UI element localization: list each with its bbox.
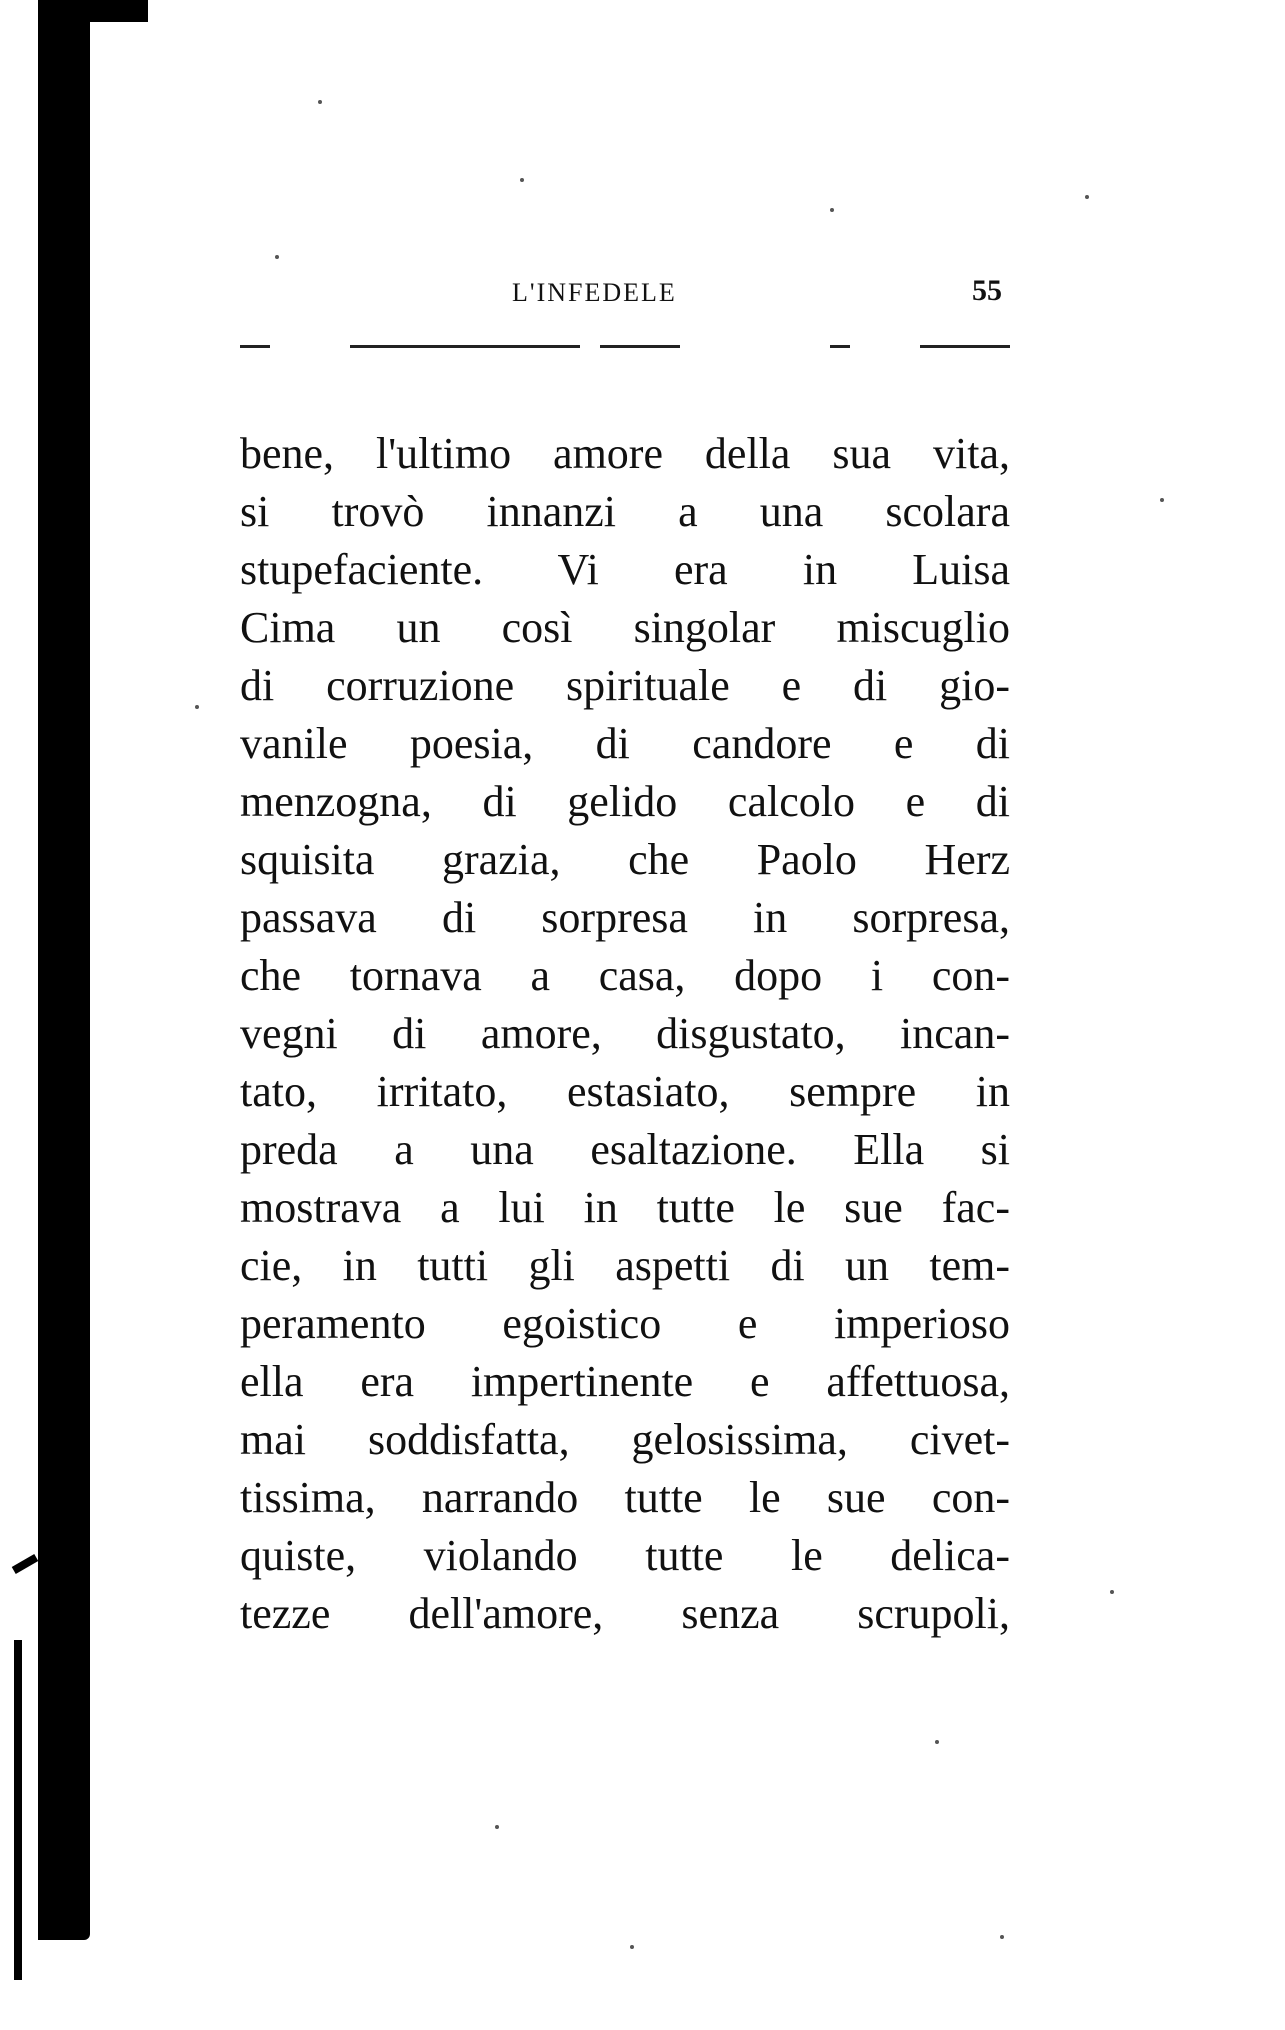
page-number: 55 bbox=[972, 274, 1002, 307]
text-line: cie, in tutti gli aspetti di un tem- bbox=[240, 1241, 1010, 1290]
text-line: vanile poesia, di candore e di bbox=[240, 719, 1010, 768]
body-text bbox=[240, 425, 1010, 1643]
scan-speck bbox=[935, 1740, 939, 1744]
text-line: tissima, narrando tutte le sue con- bbox=[240, 1473, 1010, 1522]
scan-speck bbox=[520, 178, 524, 182]
scan-speck bbox=[275, 255, 279, 259]
running-title: L'INFEDELE bbox=[512, 278, 677, 307]
text-line: stupefaciente. Vi era in Luisa bbox=[240, 545, 1010, 594]
text-line: menzogna, di gelido calcolo e di bbox=[240, 777, 1010, 826]
scan-speck bbox=[830, 208, 834, 212]
scan-speck bbox=[1000, 1935, 1004, 1939]
scan-speck bbox=[1085, 195, 1089, 199]
text-line: tato, irritato, estasiato, sempre in bbox=[240, 1067, 1010, 1116]
text-line: mostrava a lui in tutte le sue fac- bbox=[240, 1183, 1010, 1232]
text-line: che tornava a casa, dopo i con- bbox=[240, 951, 1010, 1000]
scan-speck bbox=[495, 1825, 499, 1829]
header-rule bbox=[240, 345, 1010, 351]
scan-speck bbox=[1160, 498, 1164, 502]
text-line: tezze dell'amore, senza scrupoli, bbox=[240, 1589, 1010, 1638]
text-line: vegni di amore, disgustato, incan- bbox=[240, 1009, 1010, 1058]
binding-edge-lower bbox=[14, 1640, 22, 1980]
text-line: preda a una esaltazione. Ella si bbox=[240, 1125, 1010, 1174]
text-line: squisita grazia, che Paolo Herz bbox=[240, 835, 1010, 884]
text-line: mai soddisfatta, gelosissima, civet- bbox=[240, 1415, 1010, 1464]
binding-edge bbox=[38, 0, 90, 1940]
text-line: quiste, violando tutte le delica- bbox=[240, 1531, 1010, 1580]
text-line: di corruzione spirituale e di gio- bbox=[240, 661, 1010, 710]
text-line: bene, l'ultimo amore della sua vita, bbox=[240, 429, 1010, 478]
text-line: si trovò innanzi a una scolara bbox=[240, 487, 1010, 536]
text-line: Cima un così singolar miscuglio bbox=[240, 603, 1010, 652]
scan-speck bbox=[630, 1945, 634, 1949]
scan-speck bbox=[195, 705, 199, 709]
scan-speck bbox=[318, 100, 322, 104]
scan-speck bbox=[1110, 1590, 1114, 1594]
text-line: passava di sorpresa in sorpresa, bbox=[240, 893, 1010, 942]
running-head bbox=[240, 274, 1010, 318]
text-line: peramento egoistico e imperioso bbox=[240, 1299, 1010, 1348]
binding-mark bbox=[12, 1554, 39, 1574]
text-line: ella era impertinente e affettuosa, bbox=[240, 1357, 1010, 1406]
